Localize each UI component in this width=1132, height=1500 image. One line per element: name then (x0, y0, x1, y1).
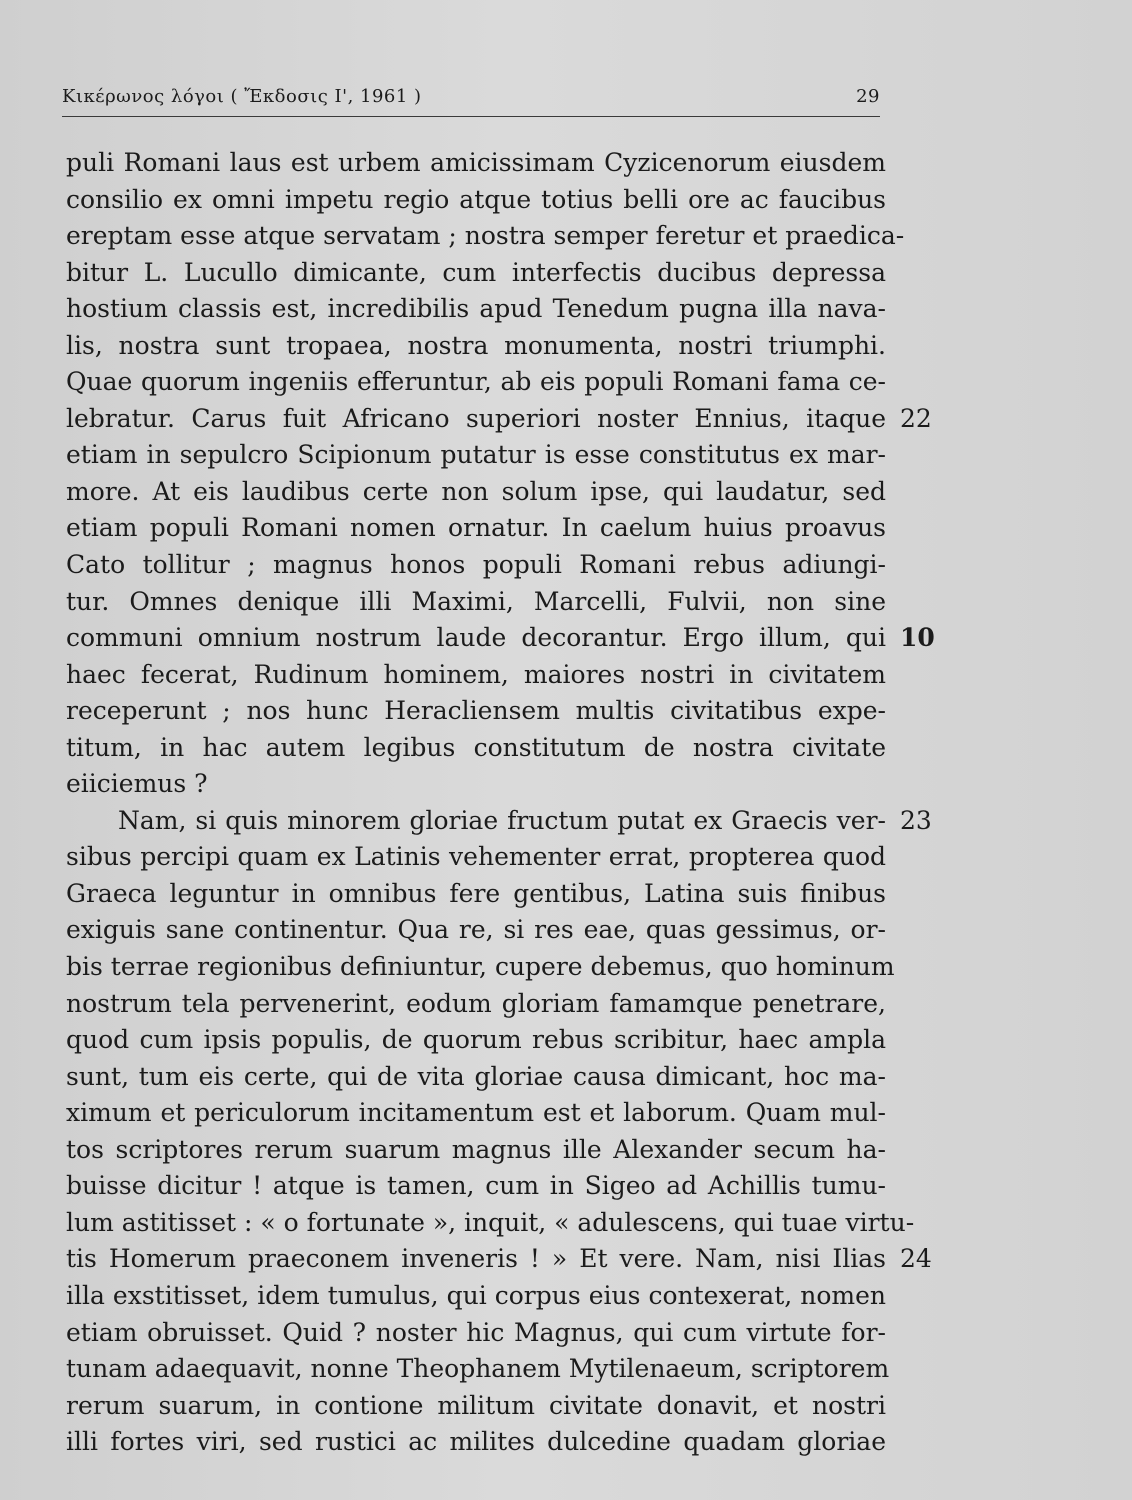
text-line-content: tis Homerum praeconem inveneris ! » Et vere. Nam, nisi Ilias (66, 1244, 886, 1274)
text-line-content: tur. Omnes denique illi Maximi, Marcelli, Fulvii, non sine (66, 586, 886, 616)
text-line-content: exiguis sane continentur. Qua re, si res eae, quas gessimus, or- (66, 915, 886, 945)
text-line (66, 1205, 915, 1242)
text-line-content: titum, in hac autem legibus constitutum de nostra civitate (66, 732, 886, 762)
margin-section-number: 23 (900, 805, 932, 835)
text-line-content: haec fecerat, Rudinum hominem, maiores nostri in civitatem (66, 659, 886, 689)
text-line (66, 839, 886, 876)
text-line-content: communi omnium nostrum laude decorantur. Ergo illum, qui (66, 623, 886, 653)
text-line (66, 474, 886, 511)
text-line (66, 766, 886, 803)
text-line-content: consilio ex omni impetu regio atque totius belli ore ac faucibus (66, 184, 886, 214)
text-line (66, 437, 886, 474)
text-line (66, 145, 886, 182)
text-line-content: sibus percipi quam ex Latinis vehementer errat, propterea quod (66, 842, 886, 872)
text-line-content: etiam populi Romani nomen ornatur. In caelum huius proavus (66, 513, 886, 543)
text-line-content: sunt, tum eis certe, qui de vita gloriae causa dimicant, hoc ma- (66, 1061, 886, 1091)
text-line (66, 1351, 890, 1388)
page-number: 29 (856, 86, 880, 107)
margin-section-number: 10 (900, 623, 935, 653)
text-line (66, 657, 886, 694)
text-line (66, 1095, 886, 1132)
text-line (66, 364, 886, 401)
text-line-content: illi fortes viri, sed rustici ac milites dulcedine quadam gloriae (66, 1427, 886, 1457)
text-line-content: Graeca leguntur in omnibus fere gentibus, Latina suis finibus (66, 878, 886, 908)
text-line-content: Nam, si quis minorem gloriae fructum putat ex Graecis ver- (118, 805, 886, 835)
text-line (66, 912, 886, 949)
text-line (66, 328, 886, 365)
running-header (62, 86, 880, 117)
text-line-content: lebratur. Carus fuit Africano superiori noster Ennius, itaque (66, 403, 886, 433)
text-line-content: lum astitisset : « o fortunate », inquit, « adulescens, qui tuae virtu- (66, 1207, 915, 1237)
text-line (66, 255, 886, 292)
text-line (66, 1388, 886, 1425)
text-line-content: ereptam esse atque servatam ; nostra semper feretur et praedica- (66, 221, 905, 251)
text-line (66, 1059, 886, 1096)
text-line-content: tos scriptores rerum suarum magnus ille Alexander secum ha- (66, 1134, 886, 1164)
text-line (66, 693, 886, 730)
text-line-content: tunam adaequavit, nonne Theophanem Mytilenaeum, scriptorem (66, 1354, 890, 1384)
text-line-content: lis, nostra sunt tropaea, nostra monumenta, nostri triumphi. (66, 330, 886, 360)
text-line (66, 949, 895, 986)
text-line-content: bitur L. Lucullo dimicante, cum interfectis ducibus depressa (66, 257, 886, 287)
margin-section-number: 24 (900, 1244, 932, 1274)
text-line-content: puli Romani laus est urbem amicissimam Cyzicenorum eiusdem (66, 148, 886, 177)
text-line-content: ximum et periculorum incitamentum est et laborum. Quam mul- (66, 1098, 886, 1128)
text-line (66, 1424, 886, 1461)
text-line (66, 1168, 886, 1205)
text-line (66, 510, 886, 547)
text-line (66, 182, 886, 219)
text-line (66, 291, 886, 328)
text-line-content: rerum suarum, in contione militum civitate donavit, et nostri (66, 1390, 886, 1420)
text-line-content: eiiciemus ? (66, 769, 208, 799)
text-line-content: buisse dicitur ! atque is tamen, cum in Sigeo ad Achillis tumu- (66, 1171, 886, 1201)
text-line-content: illa exstitisset, idem tumulus, qui corpus eius contexerat, nomen (66, 1280, 886, 1310)
text-line (66, 1278, 886, 1315)
text-line-content: receperunt ; nos hunc Heracliensem multis civitatibus expe- (66, 696, 886, 726)
text-line (66, 218, 905, 255)
text-line (66, 986, 886, 1023)
text-line-content: nostrum tela pervenerint, eodum gloriam famamque penetrare, (66, 988, 886, 1018)
margin-section-number: 22 (900, 403, 932, 433)
text-line (66, 1315, 886, 1352)
text-line (66, 584, 886, 621)
text-line-content: etiam obruisset. Quid ? noster hic Magnus, qui cum virtute for- (66, 1317, 886, 1347)
text-line-content: hostium classis est, incredibilis apud Tenedum pugna illa nava- (66, 294, 886, 324)
text-line-content: Cato tollitur ; magnus honos populi Romani rebus adiungi- (66, 550, 886, 580)
text-line (66, 803, 932, 840)
text-line (66, 1241, 932, 1278)
text-line (66, 876, 886, 913)
text-line-content: bis terrae regionibus definiuntur, cupere debemus, quo hominum (66, 952, 895, 982)
text-line-content: Quae quorum ingeniis efferuntur, ab eis populi Romani fama ce- (66, 367, 886, 397)
text-line-content: quod cum ipsis populis, de quorum rebus scribitur, haec ampla (66, 1025, 886, 1055)
text-line (66, 730, 886, 767)
text-line-content: more. At eis laudibus certe non solum ipse, qui laudatur, sed (66, 476, 886, 506)
body-text (66, 145, 935, 1461)
running-title: Κικέρωνος λόγοι ( Ἔκδοσις Ι', 1961 ) (62, 86, 422, 107)
text-line (66, 1132, 886, 1169)
text-line-content: etiam in sepulcro Scipionum putatur is esse constitutus ex mar- (66, 440, 886, 470)
text-line (66, 620, 935, 657)
text-line (66, 1022, 886, 1059)
text-line (66, 401, 932, 438)
text-line (66, 547, 886, 584)
